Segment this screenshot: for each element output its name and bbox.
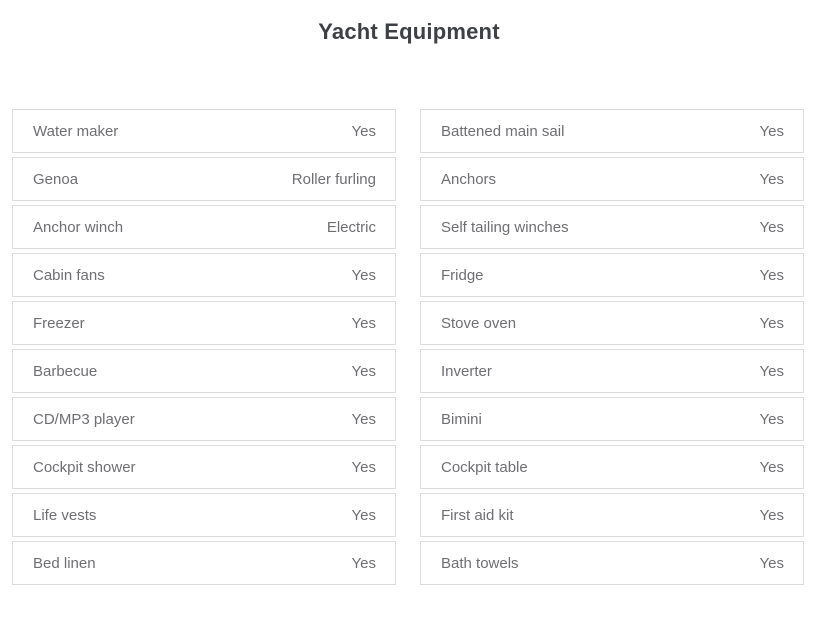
equipment-value: Yes [759, 266, 784, 284]
table-row [420, 157, 804, 201]
table-row [420, 445, 804, 489]
equipment-value: Yes [351, 314, 376, 332]
table-row [420, 109, 804, 153]
equipment-label: Battened main sail [441, 122, 565, 140]
equipment-label: Bath towels [441, 554, 519, 572]
table-row [420, 205, 804, 249]
equipment-label: Anchors [441, 170, 497, 188]
equipment-label: Cockpit table [441, 458, 528, 476]
equipment-label: CD/MP3 player [33, 410, 135, 428]
equipment-label: Stove oven [441, 314, 517, 332]
equipment-label: Cockpit shower [33, 458, 136, 476]
equipment-value: Yes [759, 362, 784, 380]
table-row [12, 157, 396, 201]
equipment-table [12, 109, 804, 585]
equipment-value: Electric [326, 218, 376, 236]
equipment-value: Yes [759, 506, 784, 524]
equipment-label: Bed linen [33, 554, 96, 572]
equipment-value: Roller furling [291, 170, 376, 188]
equipment-value: Yes [759, 122, 784, 140]
equipment-value: Yes [759, 458, 784, 476]
equipment-column-left [12, 109, 396, 585]
equipment-label: Barbecue [33, 362, 98, 380]
equipment-label: Cabin fans [33, 266, 105, 284]
table-row [12, 445, 396, 489]
table-row [420, 541, 804, 585]
table-row [420, 301, 804, 345]
table-row [12, 541, 396, 585]
table-row [12, 205, 396, 249]
equipment-value: Yes [351, 554, 376, 572]
equipment-value: Yes [759, 218, 784, 236]
table-row [12, 349, 396, 393]
equipment-value: Yes [351, 458, 376, 476]
equipment-value: Yes [351, 506, 376, 524]
equipment-label: Bimini [441, 410, 482, 428]
equipment-label: Fridge [441, 266, 484, 284]
equipment-label: Freezer [33, 314, 85, 332]
table-row [12, 253, 396, 297]
equipment-label: Anchor winch [33, 218, 124, 236]
table-row [12, 301, 396, 345]
table-row [12, 109, 396, 153]
equipment-value: Yes [351, 266, 376, 284]
table-row [420, 493, 804, 537]
table-row [420, 253, 804, 297]
equipment-value: Yes [351, 362, 376, 380]
table-row [420, 397, 804, 441]
equipment-value: Yes [759, 170, 784, 188]
equipment-value: Yes [351, 122, 376, 140]
equipment-column-right [420, 109, 804, 585]
equipment-label: First aid kit [441, 506, 514, 524]
equipment-label: Inverter [441, 362, 492, 380]
equipment-value: Yes [759, 410, 784, 428]
equipment-label: Life vests [33, 506, 97, 524]
table-row [420, 349, 804, 393]
equipment-value: Yes [351, 410, 376, 428]
page-title: Yacht Equipment [318, 19, 500, 44]
equipment-value: Yes [759, 314, 784, 332]
table-row [12, 397, 396, 441]
equipment-label: Water maker [33, 122, 119, 140]
equipment-value: Yes [759, 554, 784, 572]
table-row [12, 493, 396, 537]
equipment-label: Genoa [33, 170, 79, 188]
equipment-label: Self tailing winches [441, 218, 569, 236]
